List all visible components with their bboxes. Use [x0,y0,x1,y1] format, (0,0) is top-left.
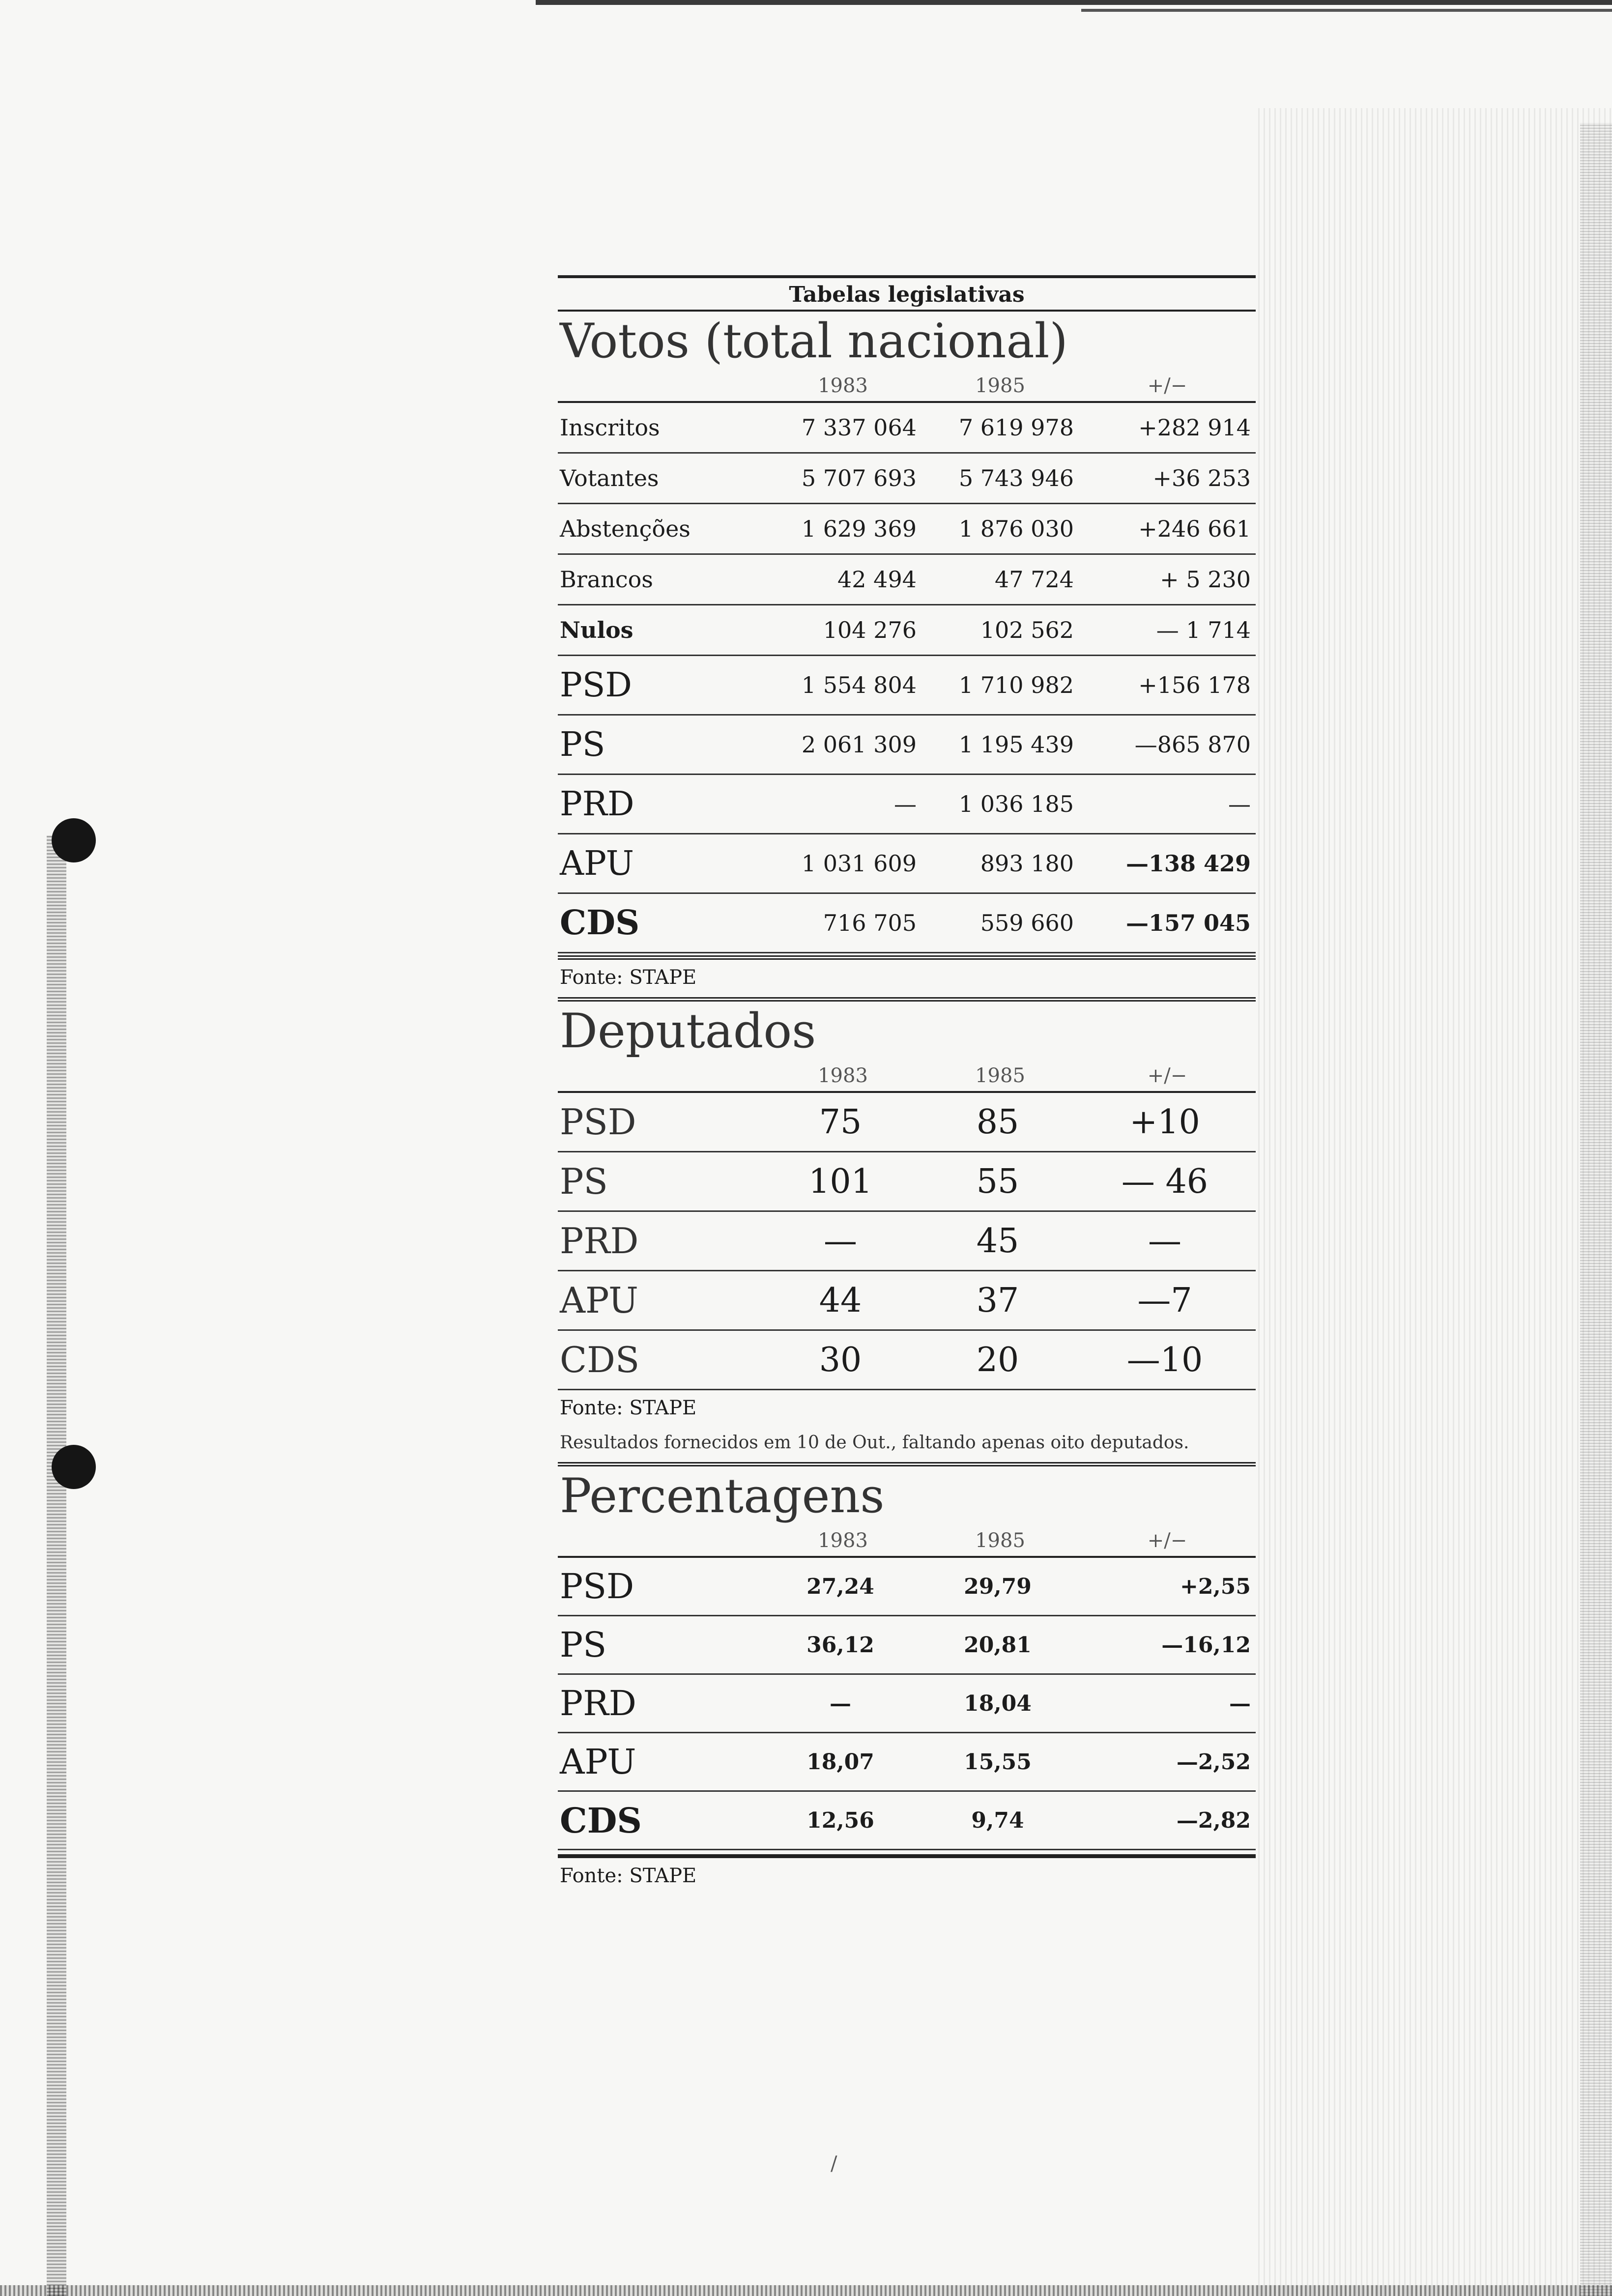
row-label: PRD [560,784,634,824]
row-label: APU [560,844,634,883]
value-1985: 559 660 [980,910,1074,936]
col-1985: 1985 [975,1064,1025,1087]
value-1985: 37 [976,1281,1019,1320]
table-row [558,1792,1256,1850]
year-header [558,1061,1256,1093]
row-label: Votantes [560,465,659,491]
footnote: Resultados fornecidos em 10 de Out., faltando apenas oito deputados. [560,1433,1189,1453]
value-delta: —138 429 [1125,850,1251,877]
scan-edge-line [536,0,1612,5]
table-row [558,1093,1256,1152]
value-1985: 1 710 982 [958,672,1074,698]
col-1985: 1985 [975,374,1025,397]
scan-noise [47,835,66,2296]
value-delta: +36 253 [1152,465,1251,491]
table-row [558,1616,1256,1675]
value-1983: 1 554 804 [801,672,917,698]
value-1983: 30 [819,1340,862,1379]
row-label: PRD [560,1683,636,1723]
row-label: PS [560,1161,608,1202]
year-header [558,1525,1256,1558]
value-1983: 12,56 [806,1808,874,1833]
table-row [558,555,1256,605]
value-1983: — [830,1691,851,1716]
value-delta: +2,55 [1180,1574,1251,1599]
year-header [558,371,1256,403]
source-note: Fonte: STAPE [560,1865,697,1887]
document [558,275,1256,1894]
scan-noise [1258,108,1612,2296]
value-delta: —7 [1137,1281,1192,1320]
source-note: Fonte: STAPE [560,1397,697,1419]
value-1983: 27,24 [806,1574,874,1599]
value-1983: 716 705 [823,910,917,936]
col-1983: 1983 [818,374,868,397]
value-delta: — 46 [1121,1162,1209,1201]
value-delta: — [1148,1221,1181,1261]
value-1985: 7 619 978 [958,414,1074,441]
value-delta: —2,52 [1176,1749,1251,1775]
value-1983: 104 276 [823,617,917,643]
table-row [558,834,1256,894]
value-delta: — [1228,791,1251,817]
table-row [558,504,1256,555]
value-1985: 9,74 [971,1808,1024,1833]
row-label: PSD [560,1101,636,1143]
row-label: APU [560,1742,636,1782]
value-1983: — [824,1221,857,1261]
table-row [558,403,1256,454]
value-1985: 20,81 [964,1632,1032,1658]
value-1985: 18,04 [964,1691,1032,1716]
value-1985: 1 195 439 [958,731,1074,758]
table-row [558,1152,1256,1212]
scan-noise [1580,123,1612,2296]
value-1985: 1 036 185 [958,791,1074,817]
value-1985: 45 [976,1221,1019,1261]
row-label: Nulos [560,617,633,643]
row-label: PSD [560,665,632,705]
row-label: PS [560,725,605,764]
row-label: PRD [560,1220,639,1262]
row-label: CDS [560,1800,642,1841]
table-row [558,605,1256,656]
value-1985: 55 [976,1162,1019,1201]
value-1983: 1 629 369 [801,516,917,542]
table-row [558,775,1256,834]
value-delta: —865 870 [1134,731,1251,758]
scan-noise [0,2285,1612,2296]
value-1985: 102 562 [980,617,1074,643]
col-delta: +/− [1147,1064,1187,1087]
table-row [558,894,1256,953]
value-1983: 36,12 [806,1632,874,1658]
row-label: PS [560,1625,607,1665]
col-1983: 1983 [818,1064,868,1087]
section-rule [558,955,1256,960]
col-1985: 1985 [975,1529,1025,1552]
value-delta: +282 914 [1138,414,1251,441]
value-1983: 5 707 693 [801,465,917,491]
value-1983: 44 [819,1281,862,1320]
col-delta: +/− [1147,1529,1187,1552]
section-title-votos: Votos (total nacional) [560,314,1068,369]
value-delta: +246 661 [1138,516,1251,542]
table-row [558,656,1256,716]
table-row [558,454,1256,504]
value-delta: —10 [1126,1340,1203,1379]
value-1983: 1 031 609 [801,850,917,877]
value-delta: —157 045 [1125,910,1251,936]
section-rule [558,997,1256,1002]
value-1983: 75 [819,1102,862,1142]
table-row [558,1675,1256,1733]
value-1985: 47 724 [995,566,1074,593]
table-row [558,1331,1256,1390]
value-delta: +10 [1129,1102,1200,1142]
source-note: Fonte: STAPE [560,966,697,989]
section-rule [558,1854,1256,1858]
row-label: CDS [560,903,640,943]
section-title-deputados: Deputados [560,1004,816,1059]
value-delta: —2,82 [1176,1808,1251,1833]
table-row [558,716,1256,775]
table-row [558,1271,1256,1331]
kicker: Tabelas legislativas [558,280,1256,312]
value-1985: 15,55 [964,1749,1032,1775]
value-1983: — [894,791,917,817]
value-1983: 18,07 [806,1749,874,1775]
value-delta: — [1229,1691,1251,1716]
value-1983: 101 [808,1162,872,1201]
value-1985: 20 [976,1340,1019,1379]
table-row [558,1558,1256,1616]
value-1985: 5 743 946 [958,465,1074,491]
row-label: Inscritos [560,414,660,441]
section-title-percentagens: Percentagens [560,1468,885,1523]
value-1985: 29,79 [964,1574,1032,1599]
table-row [558,1733,1256,1792]
value-1985: 893 180 [980,850,1074,877]
row-label: Abstenções [560,516,691,542]
row-label: CDS [560,1339,640,1380]
value-1983: 2 061 309 [801,731,917,758]
value-delta: —16,12 [1161,1632,1251,1658]
value-1983: 42 494 [837,566,917,593]
stray-mark: / [831,2152,837,2175]
punch-hole [52,1445,96,1489]
row-label: PSD [560,1566,634,1607]
scan-edge-line [1081,9,1612,12]
table-row [558,1212,1256,1271]
col-delta: +/− [1147,374,1187,397]
value-1983: 7 337 064 [801,414,917,441]
value-delta: — 1 714 [1156,617,1251,643]
value-1985: 85 [976,1102,1019,1142]
col-1983: 1983 [818,1529,868,1552]
value-1985: 1 876 030 [958,516,1074,542]
value-delta: + 5 230 [1160,566,1251,593]
row-label: APU [560,1280,638,1321]
section-rule [558,1462,1256,1466]
top-rule [558,275,1256,278]
row-label: Brancos [560,566,653,593]
punch-hole [52,818,96,862]
value-delta: +156 178 [1138,672,1251,698]
